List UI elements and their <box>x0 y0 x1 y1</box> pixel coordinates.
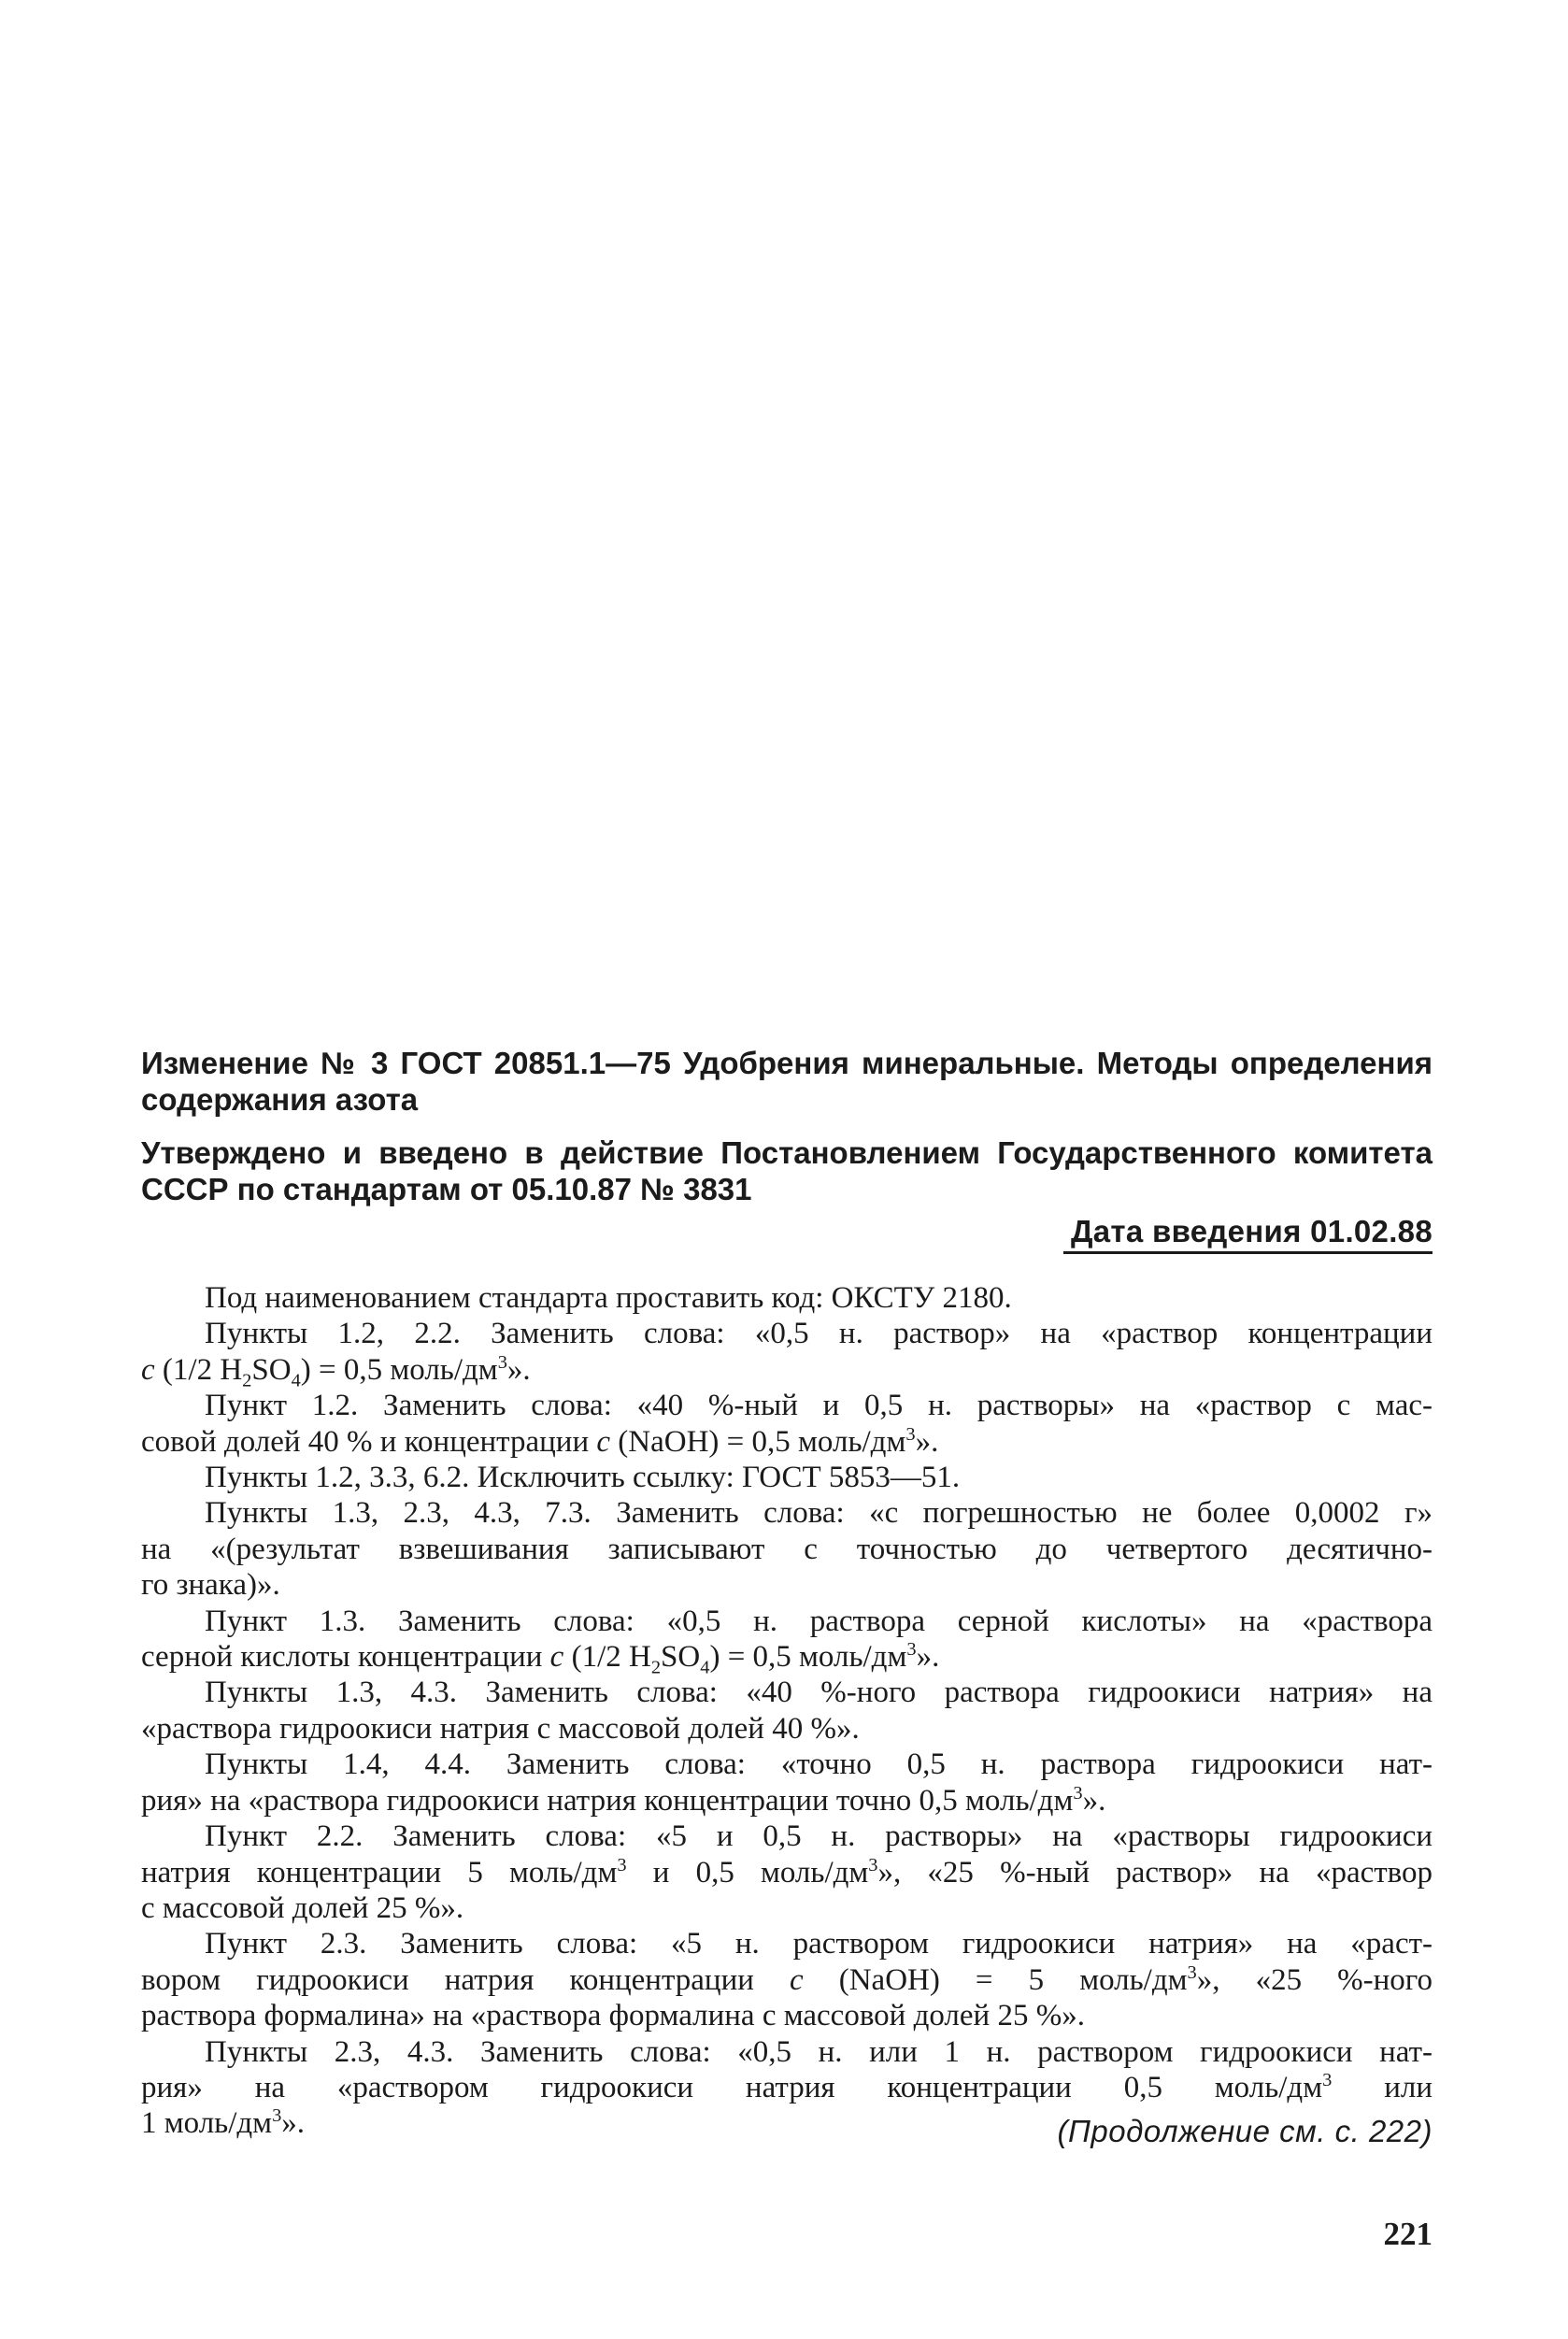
paragraph-line: раствора формалина» на «раствора формалина с массовой долей 25 %». <box>141 1999 1085 2033</box>
amendment-paragraph <box>141 1604 1433 1676</box>
amendment-title-line-2: содержания азота <box>141 1082 419 1117</box>
amendment-paragraph <box>141 1460 1433 1495</box>
amendment-title-line-1: Изменение № 3 ГОСТ 20851.1—75 Удобрения минеральные. Методы определения <box>141 1046 1433 1080</box>
approval-line-2: СССР по стандартам от 05.10.87 № 3831 <box>141 1172 752 1206</box>
amendment-paragraph <box>141 1747 1433 1818</box>
amendment-paragraph <box>141 1675 1433 1747</box>
paragraph-line: Пункты 1.3, 4.3. Заменить слова: «40 %-ного раствора гидроокиси натрия» на <box>205 1676 1433 1710</box>
paragraph-line: c (1/2 $H_2SO_4) = 0,5$ моль/$дм^3$». <box>141 1351 531 1389</box>
amendment-paragraph <box>141 1316 1433 1388</box>
amendment-paragraph <box>141 1926 1433 2033</box>
paragraph-line: го знака)». <box>141 1568 280 1603</box>
amendment-paragraph <box>141 1818 1433 1926</box>
paragraph-line: Под наименованием стандарта проставить код: ОКСТУ 2180. <box>205 1281 1012 1315</box>
amendment-paragraph <box>141 1388 1433 1460</box>
paragraph-line: вором гидроокиси натрия концентрации c (NaOH) = 5 моль/$дм^3$», «25 %-ного <box>141 1961 1433 1997</box>
page-number: 221 <box>1383 2216 1433 2252</box>
paragraph-line: Пункт 1.2. Заменить слова: «40 %-ный и 0,5 н. растворы» на «раствор с мас- <box>205 1389 1433 1423</box>
paragraph-line: на «(результат взвешивания записывают с точностью до четвертого десятично- <box>141 1532 1433 1566</box>
amendment-header <box>141 1045 1433 1254</box>
paragraph-line: Пункты 1.2, 2.2. Заменить слова: «0,5 н. раствор» на «раствор концентрации <box>205 1317 1433 1351</box>
paragraph-line: Пункты 1.4, 4.4. Заменить слова: «точно 0,5 н. раствора гидроокиси нат- <box>205 1747 1433 1782</box>
paragraph-line: натрия концентрации 5 моль/$дм^3$ и 0,5 моль/$дм^3$», «25 %-ный раствор» на «раствор <box>141 1854 1433 1890</box>
approval-line-1: Утверждено и введено в действие Постановлением Государственного комитета <box>141 1135 1433 1170</box>
amendment-paragraph <box>141 1280 1433 1316</box>
amendment-body <box>141 1280 1433 2142</box>
paragraph-line: Пункт 1.3. Заменить слова: «0,5 н. раствора серной кислоты» на «раствора <box>205 1604 1433 1638</box>
paragraph-line: рия» на «раствора гидроокиси натрия концентрации точно 0,5 моль/$дм^3$». <box>141 1782 1106 1818</box>
paragraph-line: совой долей 40 % и концентрации c (NaOH) = 0,5 моль/$дм^3$». <box>141 1423 939 1459</box>
paragraph-line: Пункты 1.3, 2.3, 4.3, 7.3. Заменить слова: «с погрешностью не более 0,0002 г» <box>205 1496 1433 1531</box>
paragraph-line: Пункты 2.3, 4.3. Заменить слова: «0,5 н. или 1 н. раствором гидроокиси нат- <box>205 2034 1433 2069</box>
paragraph-line: «раствора гидроокиси натрия с массовой долей 40 %». <box>141 1711 860 1746</box>
paragraph-line: Пункт 2.3. Заменить слова: «5 н. раствором гидроокиси натрия» на «раст- <box>205 1927 1433 1961</box>
paragraph-line: серной кислоты концентрации c (1/2 $H_2SO_4) = 0,5$ моль/$дм^3$». <box>141 1639 940 1676</box>
amendment-paragraph <box>141 1495 1433 1603</box>
paragraph-line: Пункт 2.2. Заменить слова: «5 и 0,5 н. растворы» на «растворы гидроокиси <box>205 1819 1433 1854</box>
paragraph-line: Пункты 1.2, 3.3, 6.2. Исключить ссылку: ГОСТ 5853—51. <box>205 1461 961 1495</box>
paragraph-line: с массовой долей 25 %». <box>141 1890 464 1925</box>
paragraph-line: 1 моль/$дм^3$». <box>141 2105 306 2141</box>
paragraph-line: рия» на «раствором гидроокиси натрия концентрации 0,5 моль/$дм^3$ или <box>141 2069 1433 2104</box>
continuation-note: (Продолжение см. с. 222) <box>1057 2114 1433 2148</box>
introduction-date: Дата введения 01.02.88 <box>141 1213 1433 1254</box>
